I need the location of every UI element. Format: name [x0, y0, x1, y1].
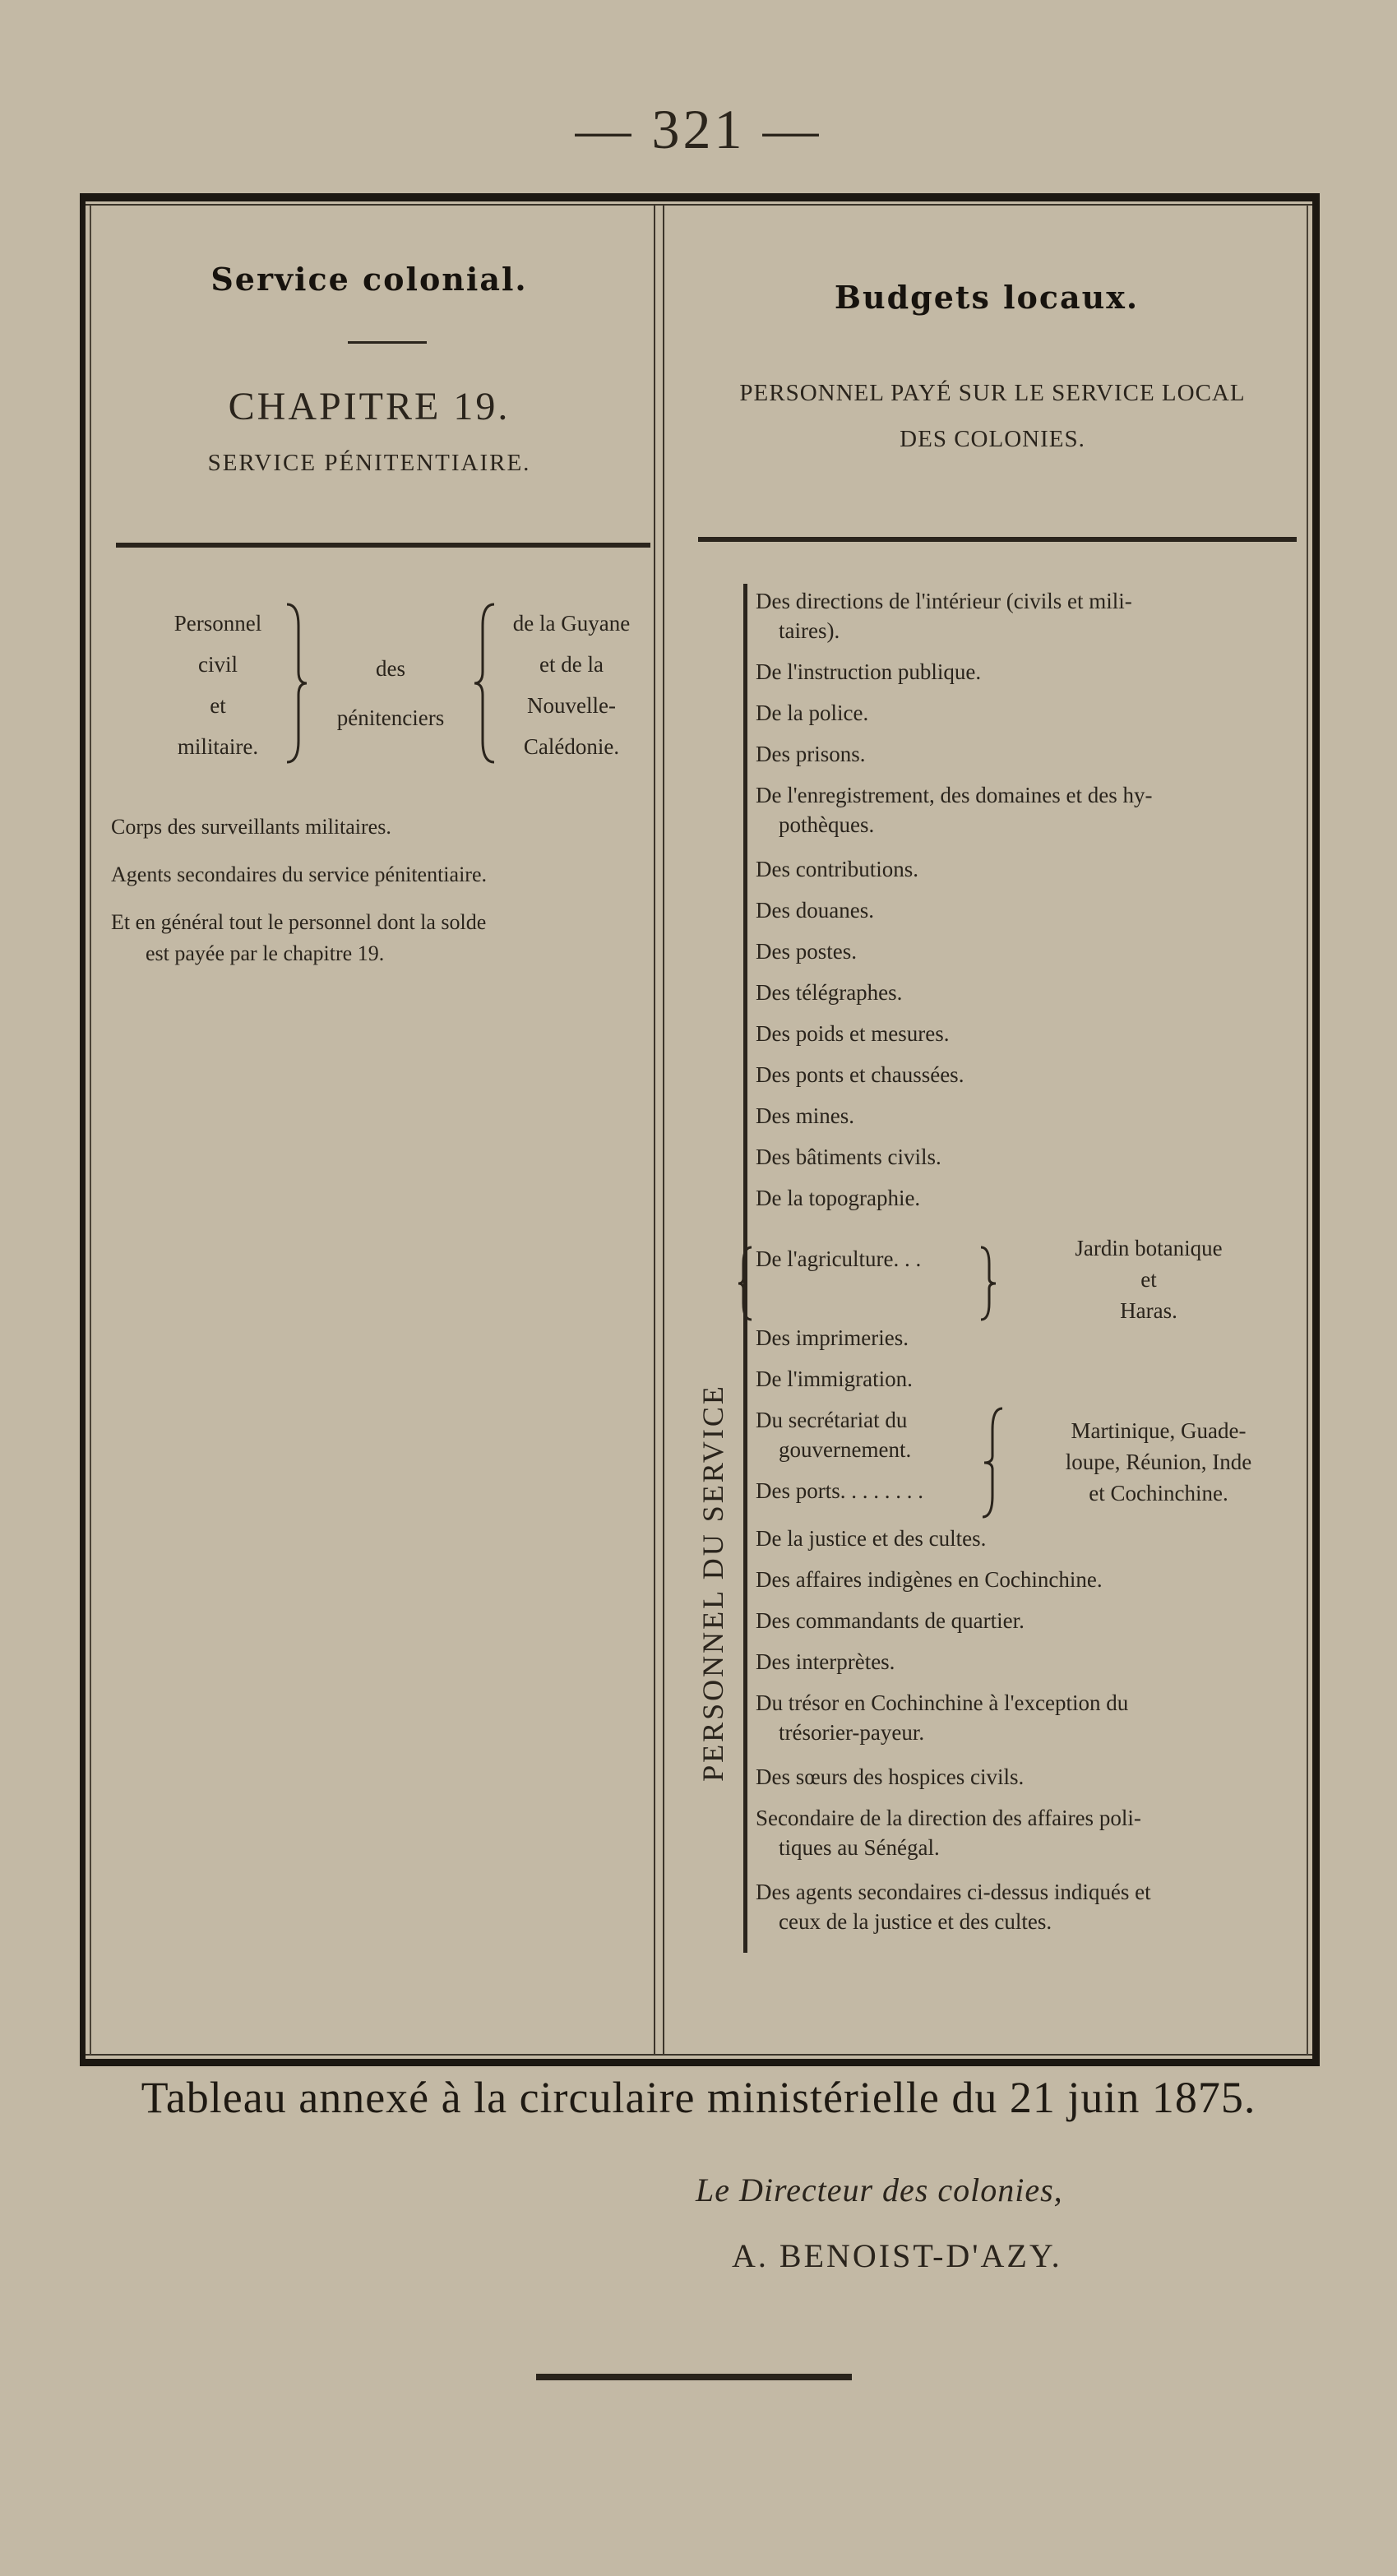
column-divider [654, 205, 655, 2055]
title-dash [348, 341, 427, 344]
list-item: De l'enregistrement, des domaines et des hy- pothèques. [756, 783, 1153, 837]
list-item: Des douanes. [756, 898, 874, 923]
left-paragraph: Et en général tout le personnel dont la solde est payée par le chapitre 19. [111, 910, 487, 965]
closing-rule [536, 2374, 852, 2380]
colonies-note: Martinique, Guade- loupe, Réunion, Inde et Cochinchine. [1065, 1418, 1252, 1505]
brace-right-1 [282, 601, 312, 765]
group-col-personnel: Personnel civil et militaire. [173, 611, 262, 759]
list-item: Des directions de l'intérieur (civils et mili- taires). [756, 589, 1132, 643]
list-item: Des bâtiments civils. [756, 1145, 941, 1169]
list-item: Des ports. . . . . . . . [756, 1478, 923, 1503]
list-item: De la justice et des cultes. [756, 1526, 987, 1551]
right-header-rule [698, 537, 1297, 542]
list-item: De l'immigration. [756, 1367, 913, 1391]
group-col-colonies: de la Guyane et de la Nouvelle- Calédonie. [512, 611, 631, 759]
left-header-rule [116, 543, 650, 548]
column-divider-inner [663, 205, 664, 2055]
signature-name: A. BENOIST-D'AZY. [732, 2237, 1062, 2274]
right-column-subtitle: PERSONNEL PAYÉ SUR LE SERVICE LOCAL DES COLONIES. [739, 380, 1246, 452]
left-paragraph: Agents secondaires du service pénitentiaire. [111, 863, 487, 886]
table-bottom-rule [80, 2059, 1320, 2066]
table-right-rule-thin [1307, 205, 1308, 2055]
list-item: Des télégraphes. [756, 980, 903, 1005]
list-item: Du secrétariat du gouvernement. [756, 1408, 912, 1462]
list-item: De la police. [756, 701, 869, 725]
list-item: Des interprètes. [756, 1649, 895, 1674]
colonial-personnel-table [80, 193, 1320, 2066]
chapter-subtitle: SERVICE PÉNITENTIAIRE. [207, 450, 531, 476]
list-item: De l'agriculture. . . [756, 1246, 922, 1271]
list-item: Du trésor en Cochinchine à l'exception du trésorier-payeur. [756, 1690, 1129, 1745]
brace-right-agri [978, 1244, 1002, 1323]
table-bottom-rule-thin [80, 2054, 1320, 2056]
left-paragraph: Corps des surveillants militaires. [111, 815, 391, 839]
page-number: — 321 — [575, 98, 822, 160]
list-item: De l'instruction publique. [756, 659, 982, 684]
list-item: De la topographie. [756, 1186, 921, 1210]
group-col-penitenciers: des pénitenciers [336, 656, 445, 730]
vertical-label: PERSONNEL DU SERVICE [696, 1384, 729, 1782]
list-item: Des mines. [756, 1103, 854, 1128]
table-top-rule [80, 193, 1320, 201]
brace-left-agri [735, 1244, 755, 1323]
signature-title: Le Directeur des colonies, [696, 2171, 1063, 2208]
list-item: Des affaires indigènes en Cochinchine. [756, 1567, 1103, 1592]
list-item: Secondaire de la direction des affaires poli- tiques au Sénégal. [756, 1806, 1141, 1860]
list-item: Des commandants de quartier. [756, 1608, 1025, 1633]
list-item: Des poids et mesures. [756, 1021, 950, 1046]
table-top-rule-thin [80, 204, 1320, 206]
list-item: Des ponts et chaussées. [756, 1062, 964, 1087]
list-item: Des sœurs des hospices civils. [756, 1764, 1025, 1789]
right-column-title: Budgets locaux. [834, 279, 1140, 316]
table-caption: Tableau annexé à la circulaire ministérielle du 21 juin 1875. [141, 2073, 1256, 2122]
table-left-rule-thin [90, 205, 91, 2055]
left-column-title: Service colonial. [210, 261, 528, 298]
list-item: Des imprimeries. [756, 1325, 909, 1350]
agriculture-note: Jardin botanique et Haras. [1075, 1236, 1223, 1323]
chapter-heading: CHAPITRE 19. [228, 385, 511, 428]
brace-colonies [979, 1405, 1007, 1520]
table-right-rule [1312, 193, 1320, 2066]
list-item: Des postes. [756, 939, 857, 964]
list-item: Des contributions. [756, 857, 918, 881]
list-item: Des agents secondaires ci-dessus indiqués et ceux de la justice et des cultes. [756, 1880, 1151, 1934]
list-item: Des prisons. [756, 742, 866, 766]
